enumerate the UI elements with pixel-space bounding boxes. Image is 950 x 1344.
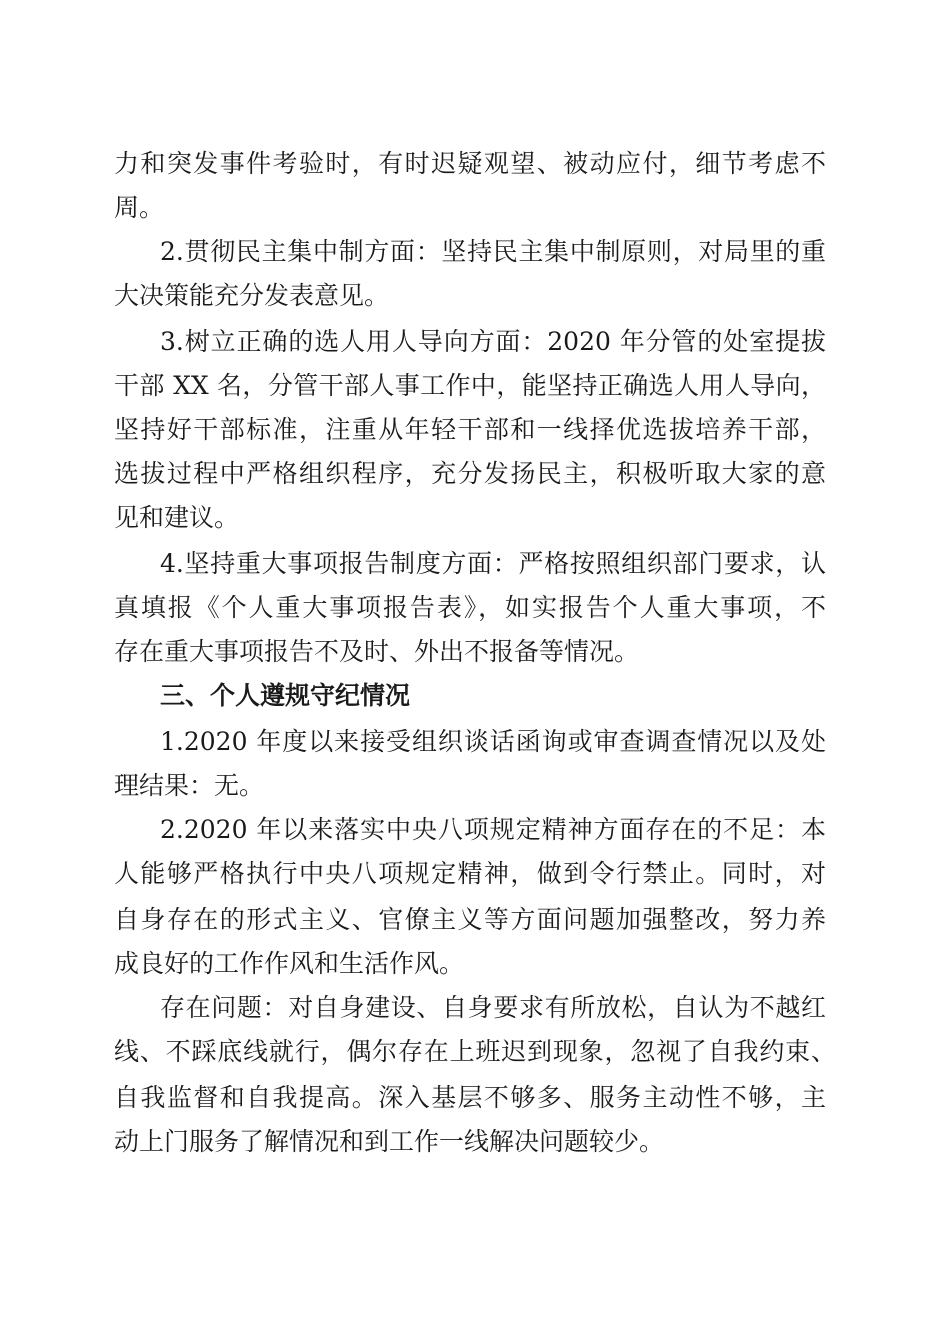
text-line: 动上门服务了解情况和到工作一线解决问题较少。 xyxy=(114,1127,665,1156)
text-line: 线、不踩底线就行，偶尔存在上班迟到现象，忽视了自我约束、 xyxy=(114,1037,836,1066)
text-line: 理结果：无。 xyxy=(114,771,265,800)
text-line: 1.2020 年度以来接受组织谈话函询或审查调查情况以及处 xyxy=(160,727,826,756)
text-line: 成良好的工作作风和生活作风。 xyxy=(114,949,465,978)
text-line: 坚持好干部标准，注重从年轻干部和一线择优选拔培养干部， xyxy=(114,415,826,444)
text-line: 见和建议。 xyxy=(114,503,240,532)
text-line: 周。 xyxy=(114,193,165,222)
section-heading: 三、个人遵规守纪情况 xyxy=(160,681,411,710)
text-line: 人能够严格执行中央八项规定精神，做到令行禁止。同时，对 xyxy=(114,859,826,888)
text-line: 2.贯彻民主集中制方面：坚持民主集中制原则，对局里的重 xyxy=(160,237,826,266)
text-line: 自我监督和自我提高。深入基层不够多、服务主动性不够，主 xyxy=(114,1083,826,1112)
text-line: 4.坚持重大事项报告制度方面：严格按照组织部门要求，认 xyxy=(160,549,826,578)
text-line: 真填报《个人重大事项报告表》，如实报告个人重大事项，不 xyxy=(114,593,826,622)
text-line: 选拔过程中严格组织程序，充分发扬民主，积极听取大家的意 xyxy=(114,459,826,488)
text-line: 力和突发事件考验时，有时迟疑观望、被动应付，细节考虑不 xyxy=(114,149,826,178)
text-line: 干部 XX 名，分管干部人事工作中，能坚持正确选人用人导向， xyxy=(114,371,826,400)
text-line: 2.2020 年以来落实中央八项规定精神方面存在的不足：本 xyxy=(160,815,826,844)
text-line: 大决策能充分发表意见。 xyxy=(114,281,390,310)
text-line: 存在重大事项报告不及时、外出不报备等情况。 xyxy=(114,637,640,666)
text-line: 3.树立正确的选人用人导向方面：2020 年分管的处室提拔 xyxy=(160,327,826,356)
text-line: 存在问题：对自身建设、自身要求有所放松，自认为不越红 xyxy=(160,993,826,1022)
text-line: 自身存在的形式主义、官僚主义等方面问题加强整改，努力养 xyxy=(114,905,826,934)
